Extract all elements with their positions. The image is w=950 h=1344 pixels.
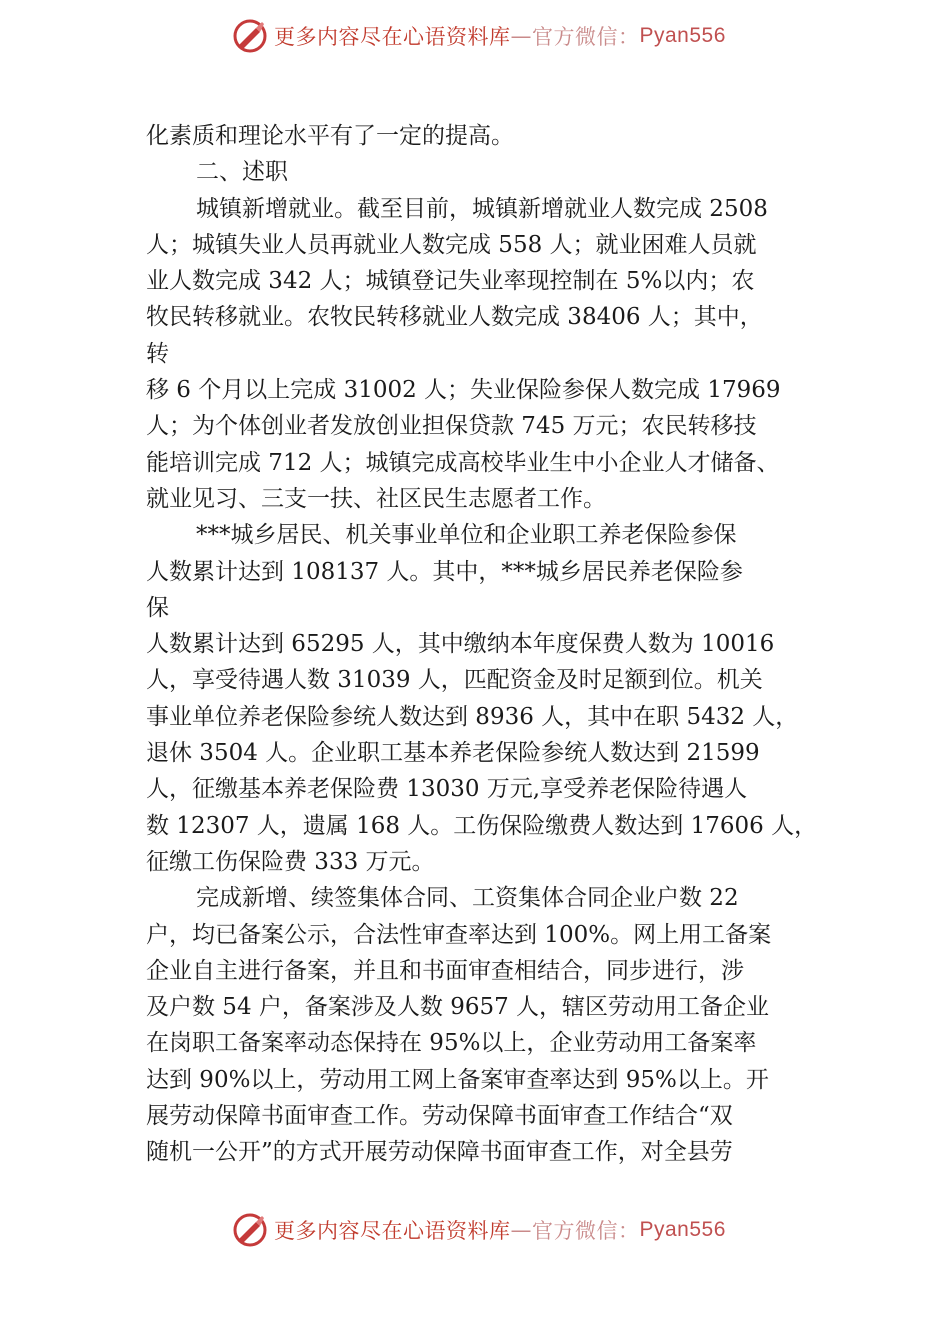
text-line: 及户数 54 户，备案涉及人数 9657 人，辖区劳动用工备企业 xyxy=(146,994,770,1021)
text-line: 人数累计达到 65295 人，其中缴纳本年度保费人数为 10016 xyxy=(146,631,775,658)
banner-dash: — xyxy=(510,1218,532,1242)
text-line: 数 12307 人，遗属 168 人。工伤保险缴费人数达到 17606 人， xyxy=(146,812,818,839)
banner-dash: — xyxy=(510,24,532,48)
text-line: 退休 3504 人。企业职工基本养老保险参统人数达到 21599 xyxy=(146,740,760,767)
text-line: 能培训完成 712 人；城镇完成高校毕业生中小企业人才储备、 xyxy=(146,449,780,476)
text-line: 移 6 个月以上完成 31002 人；失业保险参保人数完成 17969 xyxy=(146,377,781,404)
section-heading: 二、述职 xyxy=(196,159,288,186)
text-line: 人，征缴基本养老保险费 13030 万元,享受养老保险待遇人 xyxy=(146,776,748,803)
text-line: 在岗职工备案率动态保持在 95%以上，企业劳动用工备案率 xyxy=(146,1030,757,1057)
text-line: 完成新增、续签集体合同、工资集体合同企业户数 22 xyxy=(196,885,739,912)
banner-sub-text: 官方微信： xyxy=(532,1219,640,1243)
banner-main-text: 更多内容尽在心语资料库 xyxy=(274,1219,511,1243)
footer-watermark-banner xyxy=(232,1210,726,1250)
pen-logo-icon xyxy=(232,1212,268,1248)
document-body xyxy=(146,118,816,1171)
text-line: 业人数完成 342 人；城镇登记失业率现控制在 5%以内；农 xyxy=(146,268,755,295)
header-watermark-banner xyxy=(232,16,726,56)
banner-main-text: 更多内容尽在心语资料库 xyxy=(274,25,511,49)
text-line: 户，均已备案公示，合法性审查率达到 100%。网上用工备案 xyxy=(146,921,772,948)
pen-logo-icon xyxy=(232,18,268,54)
text-line: 征缴工伤保险费 333 万元。 xyxy=(146,848,435,875)
banner-wechat-id: Pyan556 xyxy=(639,1218,726,1241)
text-line: 人；为个体创业者发放创业担保贷款 745 万元；农民转移技 xyxy=(146,413,757,440)
banner-wechat-id: Pyan556 xyxy=(639,24,726,47)
text-line: 保 xyxy=(146,594,169,621)
text-line: 达到 90%以上，劳动用工网上备案审查率达到 95%以上。开 xyxy=(146,1066,769,1093)
text-line: 事业单位养老保险参统人数达到 8936 人，其中在职 5432 人， xyxy=(146,703,799,730)
text-line: 牧民转移就业。农牧民转移就业人数完成 38406 人；其中， xyxy=(146,304,763,331)
text-line: ***城乡居民、机关事业单位和企业职工养老保险参保 xyxy=(196,522,737,549)
text-line: 化素质和理论水平有了一定的提高。 xyxy=(146,123,514,149)
banner-sub-text: 官方微信： xyxy=(532,25,640,49)
text-line: 企业自主进行备案，并且和书面审查相结合，同步进行，涉 xyxy=(146,957,744,984)
text-line: 展劳动保障书面审查工作。劳动保障书面审查工作结合“双 xyxy=(146,1103,733,1130)
text-line: 转 xyxy=(146,340,169,367)
text-line: 人数累计达到 108137 人。其中，***城乡居民养老保险参 xyxy=(146,558,743,585)
text-line: 随机一公开”的方式开展劳动保障书面审查工作，对全县劳 xyxy=(146,1139,733,1166)
text-line: 城镇新增就业。截至目前，城镇新增就业人数完成 2508 xyxy=(196,195,768,222)
text-line: 人，享受待遇人数 31039 人，匹配资金及时足额到位。机关 xyxy=(146,667,763,694)
text-line: 就业见习、三支一扶、社区民生志愿者工作。 xyxy=(146,485,606,512)
text-line: 人；城镇失业人员再就业人数完成 558 人；就业困难人员就 xyxy=(146,231,757,258)
